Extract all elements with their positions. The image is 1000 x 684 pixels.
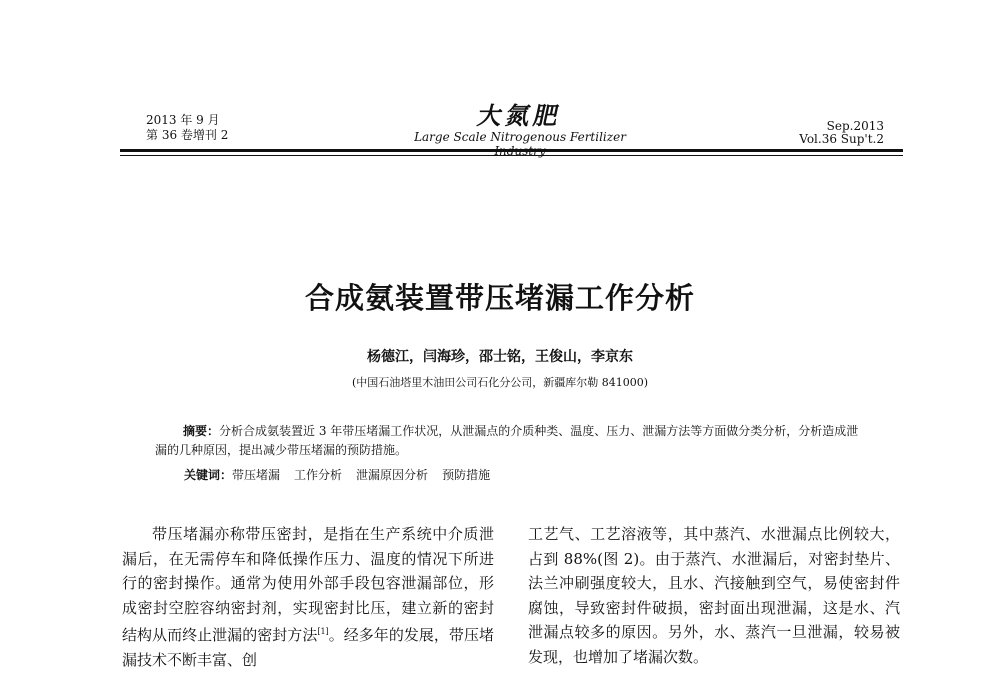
journal-name-en: Large Scale Nitrogenous Fertilizer	[414, 130, 626, 144]
abstract	[155, 422, 867, 460]
body-text-continued: 。经多年的发展，带压堵漏技术不断丰富、创	[122, 626, 494, 669]
citation-ref: [1]	[317, 627, 329, 636]
body-paragraph	[122, 522, 494, 672]
keyword: 带压堵漏	[232, 468, 281, 482]
keywords	[184, 466, 490, 485]
issue-volume-en: Vol.36 Sup't.2	[799, 132, 884, 146]
header-rule-thick	[120, 149, 903, 152]
article-title: 合成氨装置带压堵漏工作分析	[304, 281, 695, 315]
abstract-text: 分析合成氨装置近 3 年带压堵漏工作状况，从泄漏点的介质种类、温度、压力、泄漏方法等方面做分类分析，分析造成泄漏的几种原因，提出减少带压堵漏的预防措施。	[155, 424, 859, 457]
issue-date-en: Sep.2013	[826, 119, 884, 133]
keyword: 工作分析	[294, 468, 343, 482]
keyword: 泄漏原因分析	[356, 468, 429, 482]
body-column-right	[528, 522, 900, 669]
header-left	[146, 113, 228, 143]
abstract-label: 摘要：	[183, 424, 220, 438]
issue-date-cn: 2013 年 9 月	[146, 113, 220, 127]
header-right	[799, 120, 884, 146]
header-rule-thin	[120, 155, 903, 156]
article-affiliation: (中国石油塔里木油田公司石化分公司，新疆库尔勒 841000)	[351, 376, 649, 389]
issue-volume-cn: 第 36 卷增刊 2	[146, 128, 229, 142]
keyword: 预防措施	[442, 468, 491, 482]
article-authors: 杨德江，闫海珍，邵士铭，王俊山，李京东	[367, 349, 633, 365]
body-column-left	[122, 522, 494, 672]
body-paragraph: 工艺气、工艺溶液等，其中蒸汽、水泄漏点比例较大，占到 88%(图 2)。由于蒸汽、水泄漏后，对密封垫片、法兰冲刷强度较大，且水、汽接触到空气，易使密封件腐蚀，导致密封件破损，密封面出现泄漏，这是水、汽泄漏点较多的原因。另外，水、蒸汽一旦泄漏，较易被发现，也增加了堵漏次数。	[528, 525, 900, 666]
journal-logo: 大氮肥	[475, 101, 566, 130]
keywords-label: 关键词：	[184, 468, 233, 482]
body-text: 带压堵漏亦称带压密封，是指在生产系统中介质泄漏后，在无需停车和降低操作压力、温度的情况下所进行的密封操作。通常为使用外部手段包容泄漏部位，形成密封空腔容纳密封剂，实现密封比压，建立新的密封结构从而终止泄漏的密封方法	[122, 525, 494, 644]
